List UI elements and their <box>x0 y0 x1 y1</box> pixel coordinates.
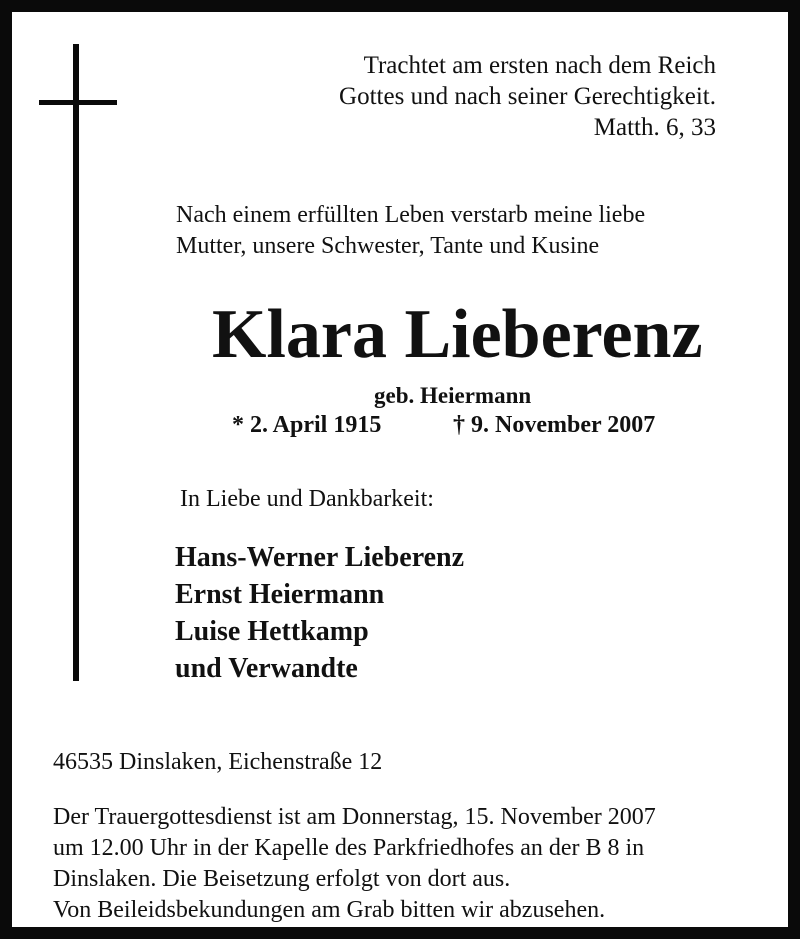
bible-verse-reference: Matth. 6, 33 <box>593 114 716 141</box>
thanks-line: In Liebe und Dankbarkeit: <box>180 486 434 512</box>
mourners-list <box>175 539 464 687</box>
bible-verse-line: Gottes und nach seiner Gerechtigkeit. <box>339 83 716 110</box>
address: 46535 Dinslaken, Eichenstraße 12 <box>53 749 383 775</box>
service-line: Von Beileidsbekundungen am Grab bitten wir abzusehen. <box>53 897 606 923</box>
birth-date: * 2. April 1915 <box>232 412 382 438</box>
mourner-name: Luise Hettkamp <box>175 616 369 647</box>
intro-line: Mutter, unsere Schwester, Tante und Kusine <box>176 233 600 259</box>
bible-verse <box>339 50 716 143</box>
death-date: † 9. November 2007 <box>453 412 656 438</box>
service-info <box>53 802 656 926</box>
maiden-name: geb. Heiermann <box>374 383 532 408</box>
intro-line: Nach einem erfüllten Leben verstarb meine liebe <box>176 202 646 228</box>
deceased-name: Klara Lieberenz <box>212 296 703 373</box>
intro-text <box>176 200 645 262</box>
bible-verse-line: Trachtet am ersten nach dem Reich <box>363 52 716 79</box>
mourner-name: Ernst Heiermann <box>175 579 385 610</box>
service-line: um 12.00 Uhr in der Kapelle des Parkfriedhofes an der B 8 in <box>53 835 645 861</box>
cross-horizontal-beam <box>39 100 117 105</box>
mourner-name: und Verwandte <box>175 653 358 684</box>
service-line: Der Trauergottesdienst ist am Donnerstag, 15. November 2007 <box>53 804 656 830</box>
service-line: Dinslaken. Die Beisetzung erfolgt von dort aus. <box>53 866 511 892</box>
mourner-name: Hans-Werner Lieberenz <box>175 542 465 573</box>
cross-vertical-beam <box>73 44 79 681</box>
